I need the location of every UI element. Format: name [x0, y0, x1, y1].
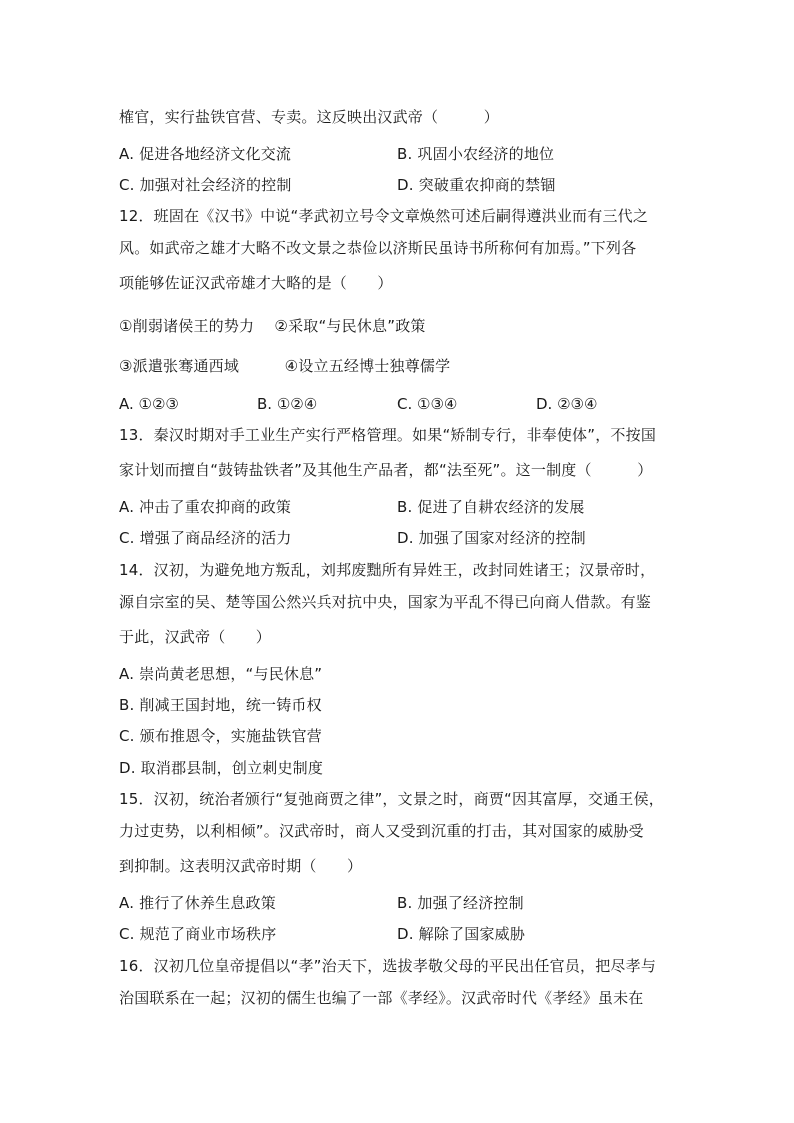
q12-item-line-1: ①削弱诸侯王的势力 ②采取“与民休息”政策: [119, 317, 426, 335]
q15-stem-line-3: 到抑制。这表明汉武帝时期（ ）: [119, 857, 363, 875]
q12-stem-line-1: 12．班固在《汉书》中说“孝武初立号令文章焕然可述后嗣得遵洪业而有三代之: [119, 207, 649, 225]
q14-stem-line-2: 源自宗室的吴、楚等国公然兴兵对抗中央，国家为平乱不得已向商人借款。有鉴: [119, 593, 652, 611]
q14-option-c: C. 颁布推恩令，实施盐铁官营: [119, 727, 323, 745]
q13-option-d: D. 加强了国家对经济的控制: [397, 529, 586, 547]
q11-stem-tail: 榷官，实行盐铁官营、专卖。这反映出汉武帝（ ）: [119, 108, 500, 126]
q15-option-a: A. 推行了休养生息政策: [119, 894, 276, 912]
q12-option-c: C. ①③④: [397, 395, 458, 413]
q12-stem-line-2: 风。如武帝之雄才大略不改文景之恭俭以济斯民虽诗书所称何有加焉。”下列各: [119, 239, 637, 257]
q12-item-line-2: ③派遣张骞通西域 ④设立五经博士独尊儒学: [119, 357, 451, 375]
q12-option-a: A. ①②③: [119, 395, 179, 413]
q14-option-a: A. 崇尚黄老思想，“与民休息”: [119, 665, 323, 683]
q13-stem-line-2: 家计划而擅自“鼓铸盐铁者”及其他生产品者，都“法至死”。这一制度（ ）: [119, 461, 653, 479]
q16-stem-line-1: 16．汉初几位皇帝提倡以“孝”治天下，选拔孝敬父母的平民出任官员，把尽孝与: [119, 957, 657, 975]
q13-option-c: C. 增强了商品经济的活力: [119, 529, 292, 547]
q11-option-c: C. 加强对社会经济的控制: [119, 176, 292, 194]
q15-option-b: B. 加强了经济控制: [397, 894, 524, 912]
q14-option-d: D. 取消郡县制，创立刺史制度: [119, 759, 324, 777]
q13-option-a: A. 冲击了重农抑商的政策: [119, 498, 292, 516]
q14-stem-line-3: 于此，汉武帝（ ）: [119, 628, 272, 646]
q13-option-b: B. 促进了自耕农经济的发展: [397, 498, 585, 516]
q15-option-c: C. 规范了商业市场秩序: [119, 925, 277, 943]
q11-option-d: D. 突破重农抑商的禁锢: [397, 176, 556, 194]
q11-option-b: B. 巩固小农经济的地位: [397, 145, 555, 163]
q14-stem-line-1: 14．汉初，为避免地方叛乱，刘邦废黜所有异姓王，改封同姓诸王；汉景帝时，: [119, 561, 656, 579]
q15-option-d: D. 解除了国家威胁: [397, 925, 526, 943]
q12-option-b: B. ①②④: [257, 395, 318, 413]
q13-stem-line-1: 13．秦汉时期对手工业生产实行严格管理。如果“矫制专行，非奉使体”，不按国: [119, 426, 657, 444]
q12-option-d: D. ②③④: [536, 395, 598, 413]
q11-option-a: A. 促进各地经济文化交流: [119, 145, 292, 163]
q12-stem-line-3: 项能够佐证汉武帝雄才大略的是（ ）: [119, 274, 393, 292]
q14-option-b: B. 削减王国封地，统一铸币权: [119, 696, 322, 714]
q16-stem-line-2: 治国联系在一起；汉初的儒生也编了一部《孝经》。汉武帝时代《孝经》虽未在: [119, 989, 644, 1007]
q15-stem-line-1: 15．汉初，统治者颁行“复弛商贾之律”，文景之时，商贾“因其富厚，交通王侯，: [119, 790, 665, 808]
q15-stem-line-2: 力过吏势，以利相倾”。汉武帝时，商人又受到沉重的打击，其对国家的威胁受: [119, 822, 644, 840]
